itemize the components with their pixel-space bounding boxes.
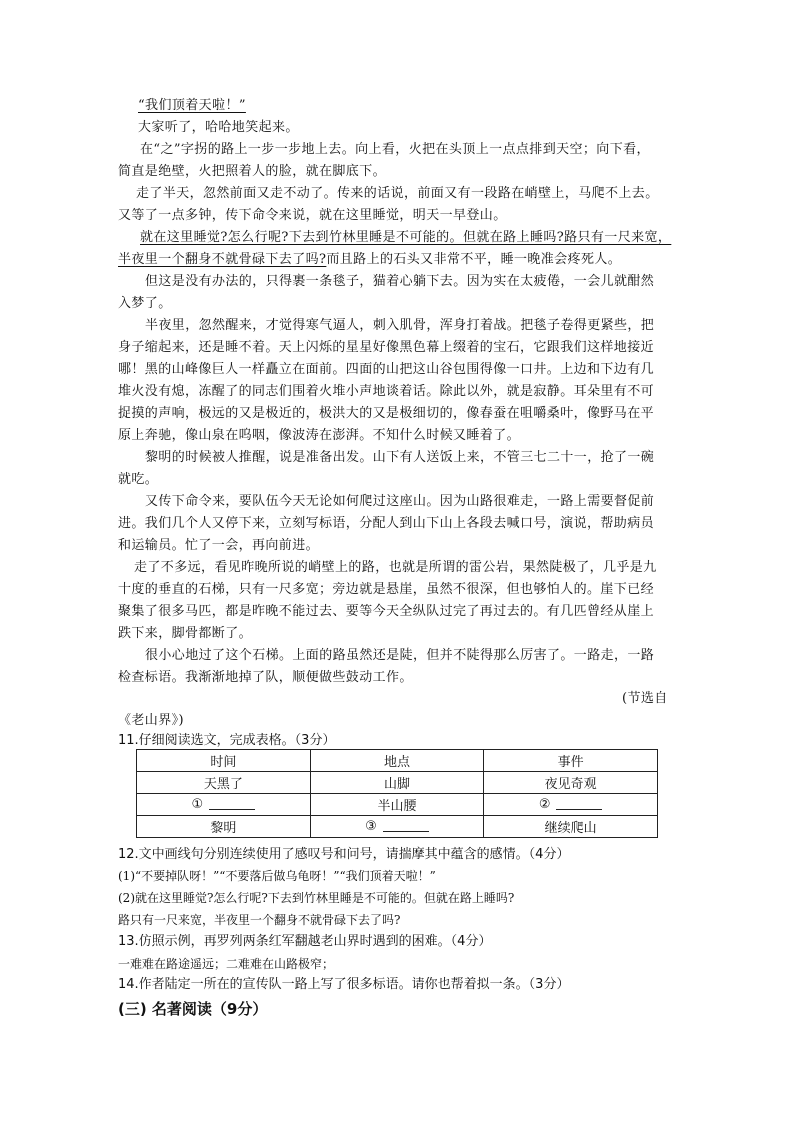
passage-line: 原上奔驰，像山泉在呜咽，像波涛在澎湃。不知什么时候又睡着了。 (118, 428, 521, 443)
passage-line: 进。我们几个人又停下来，立刻写标语，分配人到山下山上各段去喊口号，演说，帮助病员 (118, 516, 655, 531)
table-header: 事件 (484, 750, 658, 772)
passage-line: 聚集了很多马匹，都是昨晚不能过去、要等今天全纵队过完了再过去的。有几匹曾经从崖上 (118, 604, 655, 619)
table-row (137, 750, 658, 772)
passage-line: 跌下来，脚骨都断了。 (118, 626, 253, 641)
passage-line: “我们顶着天啦！” (138, 98, 246, 113)
passage-line: 又等了一点多钟，传下命令来说，就在这里睡觉，明天一早登山。 (118, 208, 507, 223)
answer-table (136, 749, 658, 838)
passage-line: 和运输员。忙了一会，再向前进。 (118, 538, 320, 553)
table-header: 地点 (310, 750, 484, 772)
question-11: 11.仔细阅读选文，完成表格。（3分） (118, 733, 336, 748)
answer-blank (209, 797, 255, 810)
passage-line: 简直是绝壁，火把照着人的脸，就在脚底下。 (118, 164, 387, 179)
table-row (137, 816, 658, 838)
table-cell: ② (484, 794, 658, 816)
passage-line: 十度的垂直的石梯，只有一尺多宽；旁边就是悬崖，虽然不很深，但也够怕人的。崖下已经 (118, 582, 655, 597)
question-13-example: 一难难在路途遥远；二难难在山路极窄； (118, 957, 335, 971)
table-header: 时间 (137, 750, 311, 772)
table-cell: 黎明 (137, 816, 311, 838)
section-heading: (三) 名著阅读（9分） (118, 1000, 268, 1018)
answer-blank (556, 797, 602, 810)
passage-line: 黎明的时候被人推醒，说是准备出发。山下有人送饭上来，不管三七二十一，抢了一碗 (145, 450, 655, 465)
question-12-item-2-cont: 路只有一尺来宽，半夜里一个翻身不就骨碌下去了吗? (118, 913, 401, 927)
source-note: 《老山界》) (118, 713, 184, 728)
passage-line: 检查标语。我渐渐地掉了队，顺便做些鼓动工作。 (118, 670, 413, 685)
passage-line: 又传下命令来，要队伍今天无论如何爬过这座山。因为山路很难走，一路上需要督促前 (145, 494, 655, 509)
passage-line: 入梦了。 (118, 296, 172, 311)
table-row (137, 772, 658, 794)
passage-line: 捉摸的声响，极远的又是极近的，极洪大的又是极细切的，像春蚕在咀嚼桑叶，像野马在平 (118, 406, 655, 421)
passage-line: 走了不多远，看见昨晚所说的峭壁上的路，也就是所谓的雷公岩，果然陡极了，几乎是九 (134, 560, 657, 575)
passage-line: 哪！黑的山峰像巨人一样矗立在面前。四面的山把这山谷包围得像一口井。上边和下边有几 (118, 362, 655, 377)
passage-line: 在“之”字拐的路上一步一步地上去。向上看，火把在头顶上一点点排到天空；向下看， (140, 142, 650, 157)
question-12-item-2: (2)就在这里睡觉?怎么行呢?下去到竹林里睡是不可能的。但就在路上睡吗? (118, 891, 515, 905)
table-cell: ③ (310, 816, 484, 838)
passage-line: 身子缩起来，还是睡不着。天上闪烁的星星好像黑色幕上缀着的宝石，它跟我们这样地接近 (118, 340, 655, 355)
question-13: 13.仿照示例，再罗列两条红军翻越老山界时遇到的困难。（4分） (118, 934, 492, 949)
passage-line: 但这是没有办法的，只得裹一条毯子，猫着心躺下去。因为实在太疲倦，一会儿就酣然 (145, 274, 655, 289)
passage-line: 大家听了，哈哈地笑起来。 (138, 120, 299, 135)
table-cell: ① (137, 794, 311, 816)
question-14: 14.作者陆定一所在的宣传队一路上写了很多标语。请你也帮着拟一条。（3分） (118, 977, 570, 992)
table-cell: 山脚 (310, 772, 484, 794)
passage-line: 半夜里，忽然醒来，才觉得寒气逼人，刺入肌骨，浑身打着战。把毯子卷得更紧些，把 (145, 318, 655, 333)
underlined-sentence: 半夜里一个翻身不就骨碌下去了吗? (118, 252, 327, 267)
question-12-item-1: (1)“不要掉队呀！”“不要落后做乌龟呀！”“我们顶着天啦！” (118, 869, 436, 883)
passage-line: 堆火没有熄，冻醒了的同志们围着火堆小声地谈着话。除此以外，就是寂静。耳朵里有不可 (118, 384, 655, 399)
table-cell: 半山腰 (310, 794, 484, 816)
question-12: 12.文中画线句分别连续使用了感叹号和问号，请揣摩其中蕴含的感情。（4分） (118, 847, 570, 862)
answer-blank (383, 819, 429, 832)
table-cell: 继续爬山 (484, 816, 658, 838)
passage-line: 半夜里一个翻身不就骨碌下去了吗?而且路上的石头又非常不平，睡一晚准会疼死人。 (118, 252, 622, 267)
source-note: (节选自 (622, 691, 668, 706)
table-cell: 夜见奇观 (484, 772, 658, 794)
passage-line: 很小心地过了这个石梯。上面的路虽然还是陡，但并不陡得那么厉害了。一路走，一路 (145, 648, 655, 663)
table-cell: 天黑了 (137, 772, 311, 794)
table-row (137, 794, 658, 816)
passage-line: 走了半天，忽然前面又走不动了。传来的话说，前面又有一段路在峭壁上，马爬不上去。 (136, 186, 659, 201)
underlined-sentence: 就在这里睡觉?怎么行呢?下去到竹林里睡是不可能的。但就在路上睡吗?路只有一尺来宽， (140, 230, 672, 245)
passage-line: 就吃。 (118, 472, 159, 487)
